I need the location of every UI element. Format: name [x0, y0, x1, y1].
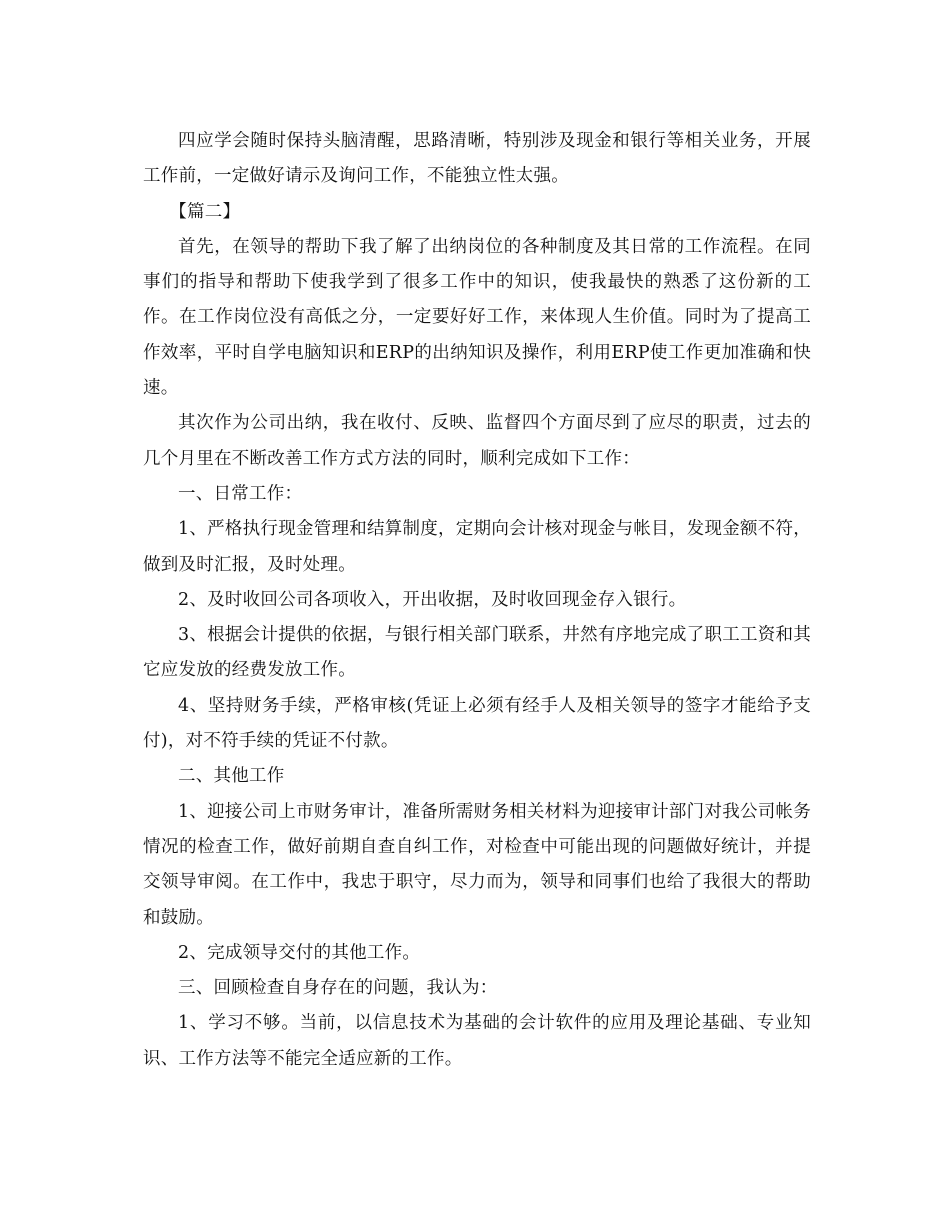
subheading-other-work: 二、其他工作 [178, 766, 285, 787]
paragraph-cash-caution: 四应学会随时保持头脑清醒，思路清晰，特别涉及现金和银行等相关业务，开展工作前，一定做好请示及询问工作，不能独立性太强。 [143, 131, 811, 187]
document-body [143, 124, 811, 1077]
list-item-audit-preparation: 1、迎接公司上市财务审计，准备所需财务相关材料为迎接审计部门对我公司帐务情况的检查工作，做好前期自查自纠工作，对检查中可能出现的问题做好统计，并提交领导审阅。在工作中，我忠于职守，尽力而为，领导和同事们也给了我很大的帮助和鼓励。 [143, 801, 811, 928]
list-item-insufficient-learning: 1、学习不够。当前，以信息技术为基础的会计软件的应用及理论基础、专业知识、工作方法等不能完全适应新的工作。 [143, 1013, 811, 1069]
list-item-financial-procedures: 4、坚持财务手续，严格审核(凭证上必须有经手人及相关领导的签字才能给予支付)，对不符手续的凭证不付款。 [143, 695, 811, 752]
paragraph-first-learning: 首先，在领导的帮助下我了解了出纳岗位的各种制度及其日常的工作流程。在同事们的指导和帮助下使我学到了很多工作中的知识，使我最快的熟悉了这份新的工作。在工作岗位没有高低之分，一定要好好工作，来体现人生价值。同时为了提高工作效率，平时自学电脑知识和ERP的出纳知识及操作，利用ERP使工作更加准确和快速。 [143, 236, 811, 399]
subheading-self-review: 三、回顾检查自身存在的问题，我认为： [178, 978, 498, 999]
paragraph-second-duties: 其次作为公司出纳，我在收付、反映、监督四个方面尽到了应尽的职责，过去的几个月里在不断改善工作方式方法的同时，顺利完成如下工作： [143, 413, 811, 469]
list-item-cash-management: 1、严格执行现金管理和结算制度，定期向会计核对现金与帐目，发现金额不符，做到及时汇报，及时处理。 [143, 519, 811, 575]
list-item-collect-income: 2、及时收回公司各项收入，开出收据，及时收回现金存入银行。 [178, 589, 687, 610]
list-item-payroll: 3、根据会计提供的依据，与银行相关部门联系，井然有序地完成了职工工资和其它应发放的经费发放工作。 [143, 625, 811, 681]
section-heading-part-two: 【篇二】 [169, 201, 241, 222]
list-item-other-tasks: 2、完成领导交付的其他工作。 [178, 942, 421, 963]
subheading-daily-work: 一、日常工作： [178, 483, 303, 504]
